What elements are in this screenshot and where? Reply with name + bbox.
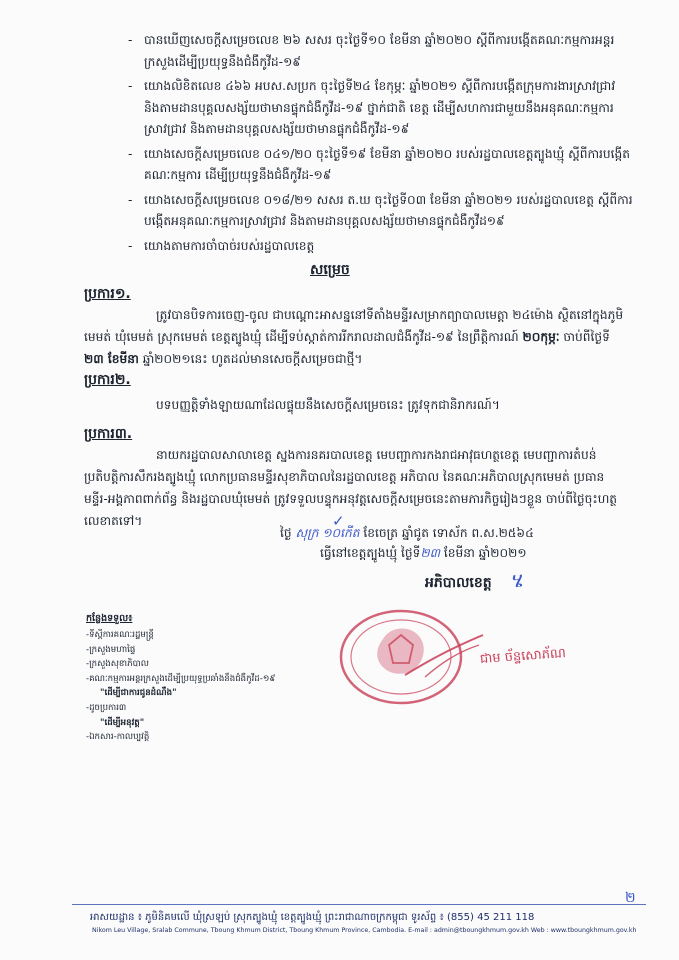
article-1-text-start: ត្រូវបានបិទការចេញ-ចូល ជាបណ្ដោះអាសន្ននៅទីតាំងមន្ទីរសម្រាកព្យាបាលមេត្តា ២៤ម៉ោង ស្ថិតនៅក្នុងភូមិមេមត់ ឃុំមេមត់ ស្រុកមេមត់ ខេត្តត្បូងឃ្មុំ ដើម្បីទប់ស្កាត់ការរីករាលដាលជំងឺកូវីដ-១៩ នៃព្រឹត្តិការណ៍ xyxy=(84,308,624,344)
lunar-date-handwritten: សុក្រ ១០កើត xyxy=(295,526,360,540)
article-3-text-content: នាយករដ្ឋបាលសាលាខេត្ត ស្នងការនគរបាលខេត្ត មេបញ្ជាការកងរាជអាវុធហត្ថខេត្ត មេបញ្ជាការតំបន់ប្រតិបត្តិការសឹករងត្បូងឃ្មុំ លោកប្រធានមន្ទីរសុខាភិបាលនៃរដ្ឋបាលខេត្ត អភិបាល នៃគណៈអភិបាលស្រុកមេមត់ ប្រធានមន្ទីរ-អង្គភាពពាក់ព័ន្ធ និងរដ្ឋបាលឃុំមេមត់ ត្រូវទទួលបន្ទុកអនុវត្តសេចក្ដីសម្រេចនេះតាមភារកិច្ចរៀងៗខ្លួន ចាប់ពីថ្ងៃចុះហត្ថលេខាតទៅ។ xyxy=(84,448,618,528)
solar-date-handwritten: ២៣ xyxy=(420,546,440,560)
article-3-text xyxy=(84,444,624,532)
recipient-item: -ក្រសួងមហាផ្ទៃ xyxy=(86,644,136,655)
article-1-date-event: ២០កុម្ភៈ xyxy=(522,330,560,344)
article-1-text-end: ឆ្នាំ២០២១នេះ ហូតដល់មានសេចក្ដីសម្រេចជាថ្មី។ xyxy=(138,352,363,366)
signature: ជាម ច័ន្ទសោភ័ណ xyxy=(479,646,567,667)
recipient-item: -ក្រសួងសុខាភិបាល xyxy=(86,659,149,670)
lunar-date xyxy=(280,525,534,543)
handwritten-initial-icon: ሄ xyxy=(512,568,523,592)
reference-item: - យោងសេចក្ដីសម្រេចលេខ ០៤១/២០ ចុះថ្ងៃទី១៩ ខែមីនា ឆ្នាំ២០២០ របស់រដ្ឋបាលខេត្តត្បូងឃ្មុំ ស្ដីពីការបង្កើតគណៈកម្មការ ដើម្បីប្រយុទ្ធនឹងជំងឺកូវីដ-១៩ xyxy=(128,144,633,187)
article-2-heading: ប្រការ២. xyxy=(84,372,131,388)
solar-date xyxy=(320,545,527,563)
article-3-heading: ប្រការ៣. xyxy=(84,426,133,442)
article-1-text xyxy=(84,304,624,370)
recipient-item: -ទីស្ដីការគណៈរដ្ឋមន្ត្រី xyxy=(86,630,154,640)
article-1-start-date: ២៣ ខែមីនា xyxy=(84,352,139,366)
reference-item: - យោងតាមការចាំបាច់របស់រដ្ឋបាលខេត្ត xyxy=(128,236,633,258)
solar-date-suffix: ខែមីនា ឆ្នាំ២០២១ xyxy=(443,546,527,560)
article-2-text xyxy=(84,394,624,416)
footer-divider xyxy=(72,904,646,905)
recipients-list xyxy=(86,628,346,745)
recipient-item: -ឯកសារ-កាលប្បវត្តិ xyxy=(86,732,150,743)
article-1-heading: ប្រការ១. xyxy=(84,286,131,302)
references-list xyxy=(128,30,633,260)
lunar-date-prefix: ថ្ងៃ xyxy=(280,526,292,540)
reference-item: - បានឃើញសេចក្ដីសម្រេចលេខ ២៦ សសរ ចុះថ្ងៃទី១០ ខែមីនា ឆ្នាំ២០២០ ស្ដីពីការបង្កើតគណៈកម្មការអន្តរក្រសួងដើម្បីប្រយុទ្ធនឹងជំងឺកូវីដ-១៩ xyxy=(128,30,633,73)
recipient-item: -គណៈកម្មការអន្តរក្រសួងដើម្បីប្រយុទ្ធប្រឆាំងនឹងជំងឺកូវីដ-១៩ xyxy=(86,673,276,684)
footer-address-english: Nikom Leu Village, Sralab Commune, Tboung Khmum District, Tboung Khmum Province, Cambodia. E-mail : admin@tboungkhmum.gov.kh Web : www.tboungkhmum.gov.kh xyxy=(92,927,637,934)
footer-address-khmer: អាសយដ្ឋាន ៖ ភូមិនិគមលើ ឃុំស្រឡប់ ស្រុកត្បូងឃ្មុំ ខេត្តត្បូងឃ្មុំ ព្រះរាជាណាចក្រកម្ពុជា ទូរស័ព្ទ ៖ (855) 45 211 118 xyxy=(90,912,535,923)
recipients-title: កន្លែងទទួល៖ xyxy=(86,613,133,624)
reference-item: - យោងលិខិតលេខ ៤៦៦ អបស.សប្រក ចុះថ្ងៃទី២៤ ខែកុម្ភៈ ឆ្នាំ២០២១ ស្ដីពីការបង្កើតក្រុមការងារស្រាវជ្រាវ និងតាមដានបុគ្គលសង្ស័យថាមានផ្ទុកជំងឺកូវីដ-១៩ ថ្នាក់ជាតិ ខេត្ត ដើម្បីសហការជាមួយនឹងអនុគណៈកម្មការស្រាវជ្រាវ និងតាមដានបុគ្គលសង្ស័យថាមានផ្ទុកជំងឺកូវីដ-១៩ xyxy=(128,76,633,141)
article-2-text-content: បទបញ្ញត្តិទាំងឡាយណាដែលផ្ទុយនឹងសេចក្ដីសម្រេចនេះ ត្រូវទុកជានិរាករណ៍។ xyxy=(156,398,500,412)
governor-title: អភិបាលខេត្ត xyxy=(425,575,492,591)
recipient-item: -ដូចប្រការ៣ xyxy=(86,702,127,713)
official-stamp-icon xyxy=(335,605,487,707)
lunar-date-suffix: ខែចេត្រ ឆ្នាំជូត ទោស័ក ព.ស.២៥៦៤ xyxy=(363,526,534,540)
recipient-note: "ដើម្បីជាការជូនដំណឹង" xyxy=(100,688,177,699)
recipient-note: "ដើម្បីអនុវត្ត" xyxy=(100,717,145,728)
handwritten-mark-icon: ✓ xyxy=(332,512,345,530)
page-number: ២ xyxy=(625,890,636,906)
decision-title: សម្រេច xyxy=(310,262,350,278)
reference-item: - យោងសេចក្ដីសម្រេចលេខ ០១៨/២១ សសរ ត.ឃ ចុះថ្ងៃទី០៣ ខែមីនា ឆ្នាំ២០២១ របស់រដ្ឋបាលខេត្ត ស្ដីពីការបង្កើតអនុគណៈកម្មការស្រាវជ្រាវ និងតាមដានបុគ្គលសង្ស័យថាមានផ្ទុកជំងឺកូវីដ១៩ xyxy=(128,190,633,233)
solar-date-prefix: ធ្វើនៅខេត្តត្បូងឃ្មុំ ថ្ងៃទី xyxy=(320,546,421,560)
article-1-text-mid: ចាប់ពីថ្ងៃទី xyxy=(559,330,610,344)
